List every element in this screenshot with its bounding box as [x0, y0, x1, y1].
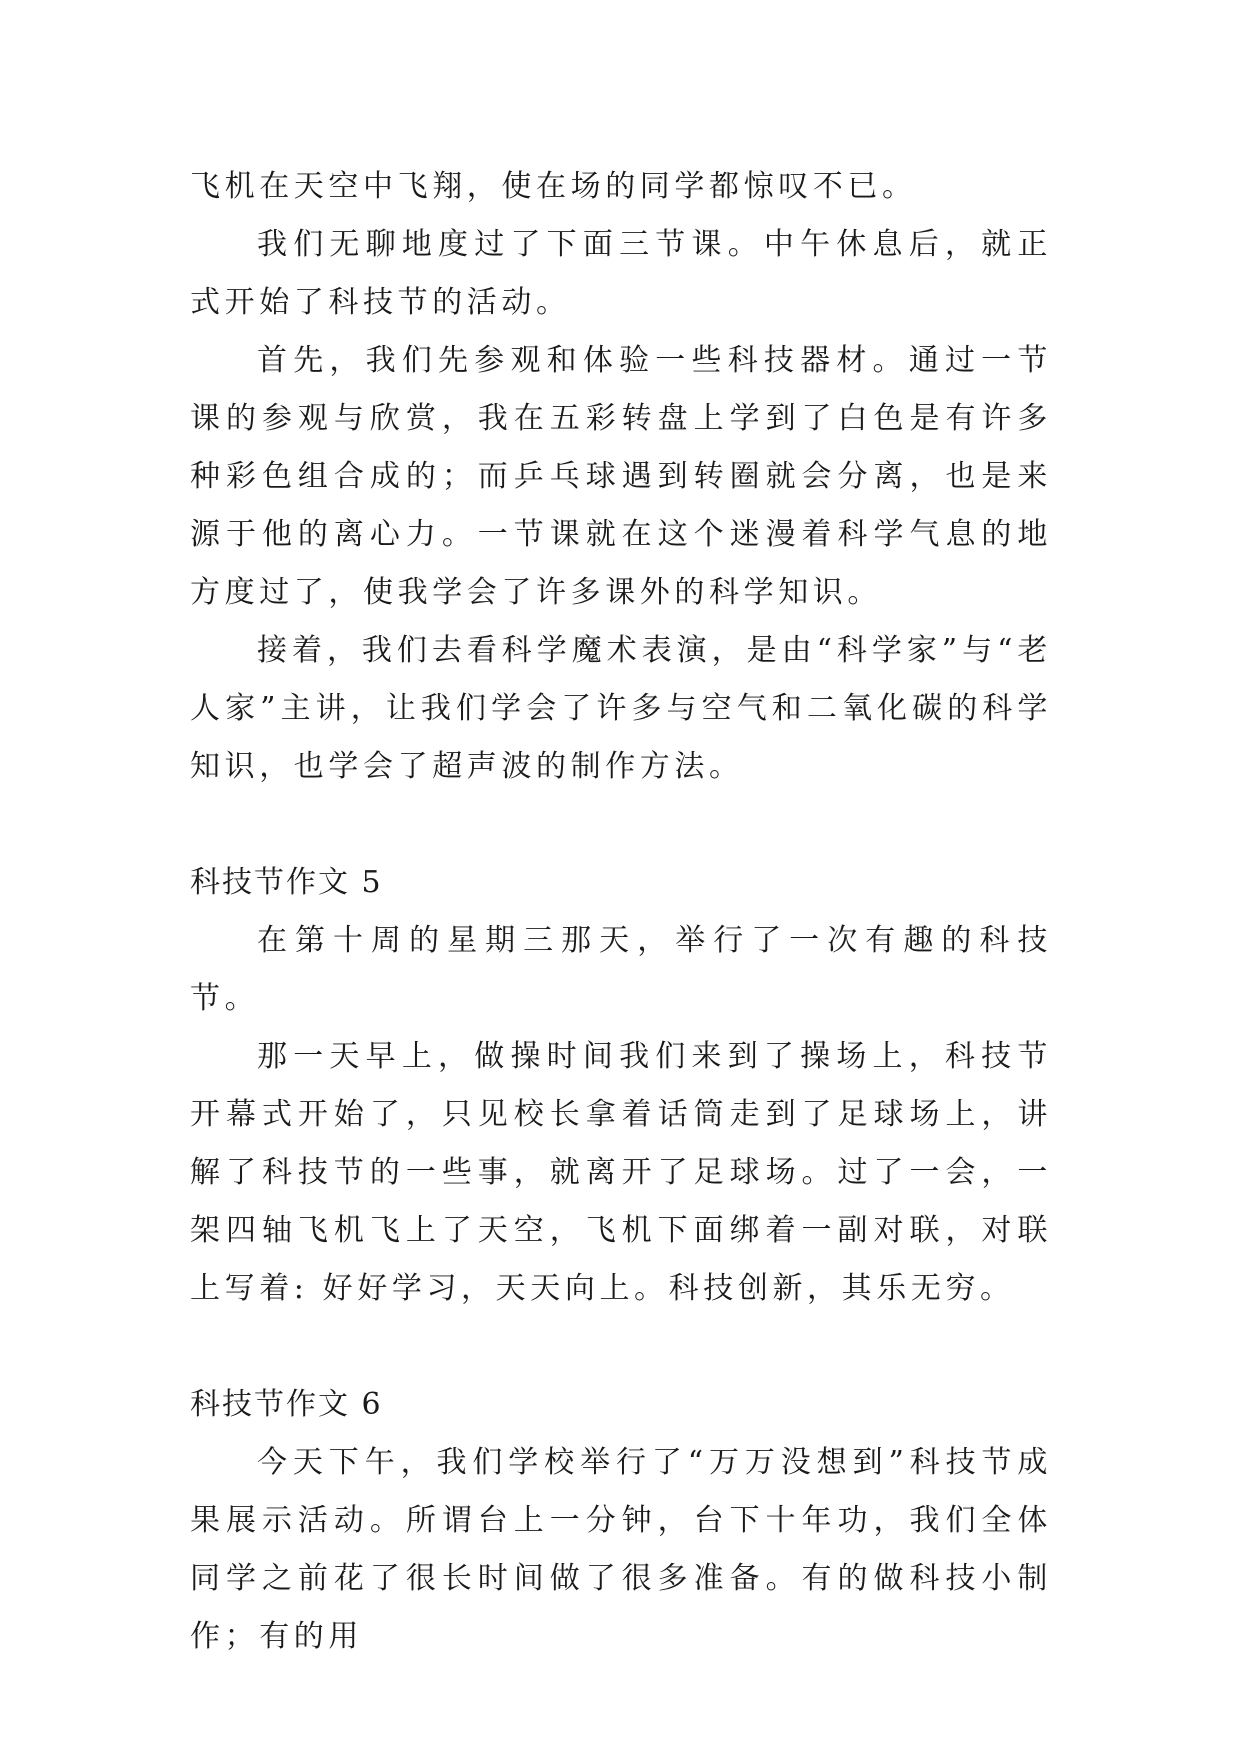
- section-title: 科技节作文 5: [190, 865, 383, 900]
- paragraph: 那一天早上，做操时间我们来到了操场上，科技节开幕式开始了，只见校长拿着话筒走到了足球场上，讲解了科技节的一些事，就离开了足球场。过了一会，一架四轴飞机飞上了天空，飞机下面绑着一副对联，对联上写着: 好好学习，天天向上。科技创新，其乐无穷。: [190, 1039, 1052, 1306]
- paragraph: 接着，我们去看科学魔术表演，是由“科学家”与“老人家”主讲，让我们学会了许多与空气和二氧化碳的科学知识，也学会了超声波的制作方法。: [190, 633, 1052, 784]
- paragraph: 我们无聊地度过了下面三节课。中午休息后，就正式开始了科技节的活动。: [190, 227, 1052, 320]
- paragraph: 首先，我们先参观和体验一些科技器材。通过一节课的参观与欣赏，我在五彩转盘上学到了白色是有许多种彩色组合成的；而乒乓球遇到转圈就会分离，也是来源于他的离心力。一节课就在这个迷漫着科学气息的地方度过了，使我学会了许多课外的科学知识。: [190, 343, 1052, 610]
- paragraph: 今天下午，我们学校举行了“万万没想到”科技节成果展示活动。所谓台上一分钟，台下十年功，我们全体同学之前花了很长时间做了很多准备。有的做科技小制作；有的用: [190, 1445, 1052, 1654]
- paragraph: 在第十周的星期三那天，举行了一次有趣的科技节。: [190, 923, 1052, 1016]
- section-title: 科技节作文 6: [190, 1387, 383, 1422]
- paragraph: 飞机在天空中飞翔，使在场的同学都惊叹不已。: [190, 169, 917, 204]
- document-body: [190, 158, 1052, 1666]
